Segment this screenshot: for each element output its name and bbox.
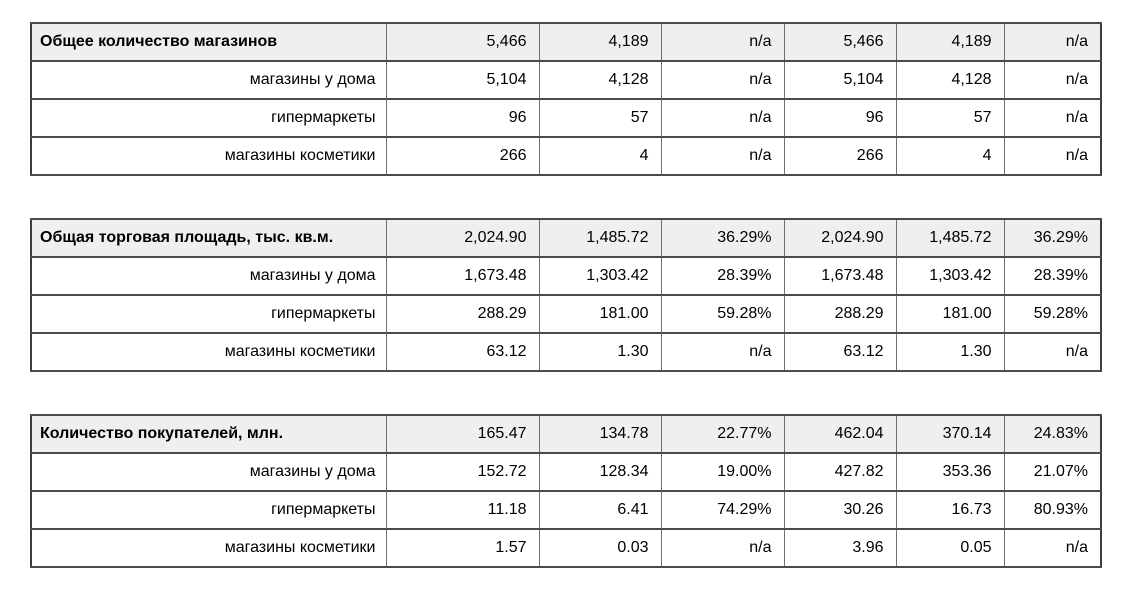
value-cell: 266: [784, 137, 896, 175]
value-cell: 96: [386, 99, 539, 137]
header-value-cell: 165.47: [386, 415, 539, 453]
value-cell: 4,128: [896, 61, 1004, 99]
header-value-cell: 24.83%: [1004, 415, 1101, 453]
value-cell: 63.12: [784, 333, 896, 371]
row-label-cell: магазины у дома: [31, 61, 386, 99]
value-cell: 181.00: [539, 295, 661, 333]
value-cell: 28.39%: [1004, 257, 1101, 295]
header-value-cell: 1,485.72: [896, 219, 1004, 257]
value-cell: n/a: [661, 333, 784, 371]
value-cell: 288.29: [386, 295, 539, 333]
value-cell: 0.03: [539, 529, 661, 567]
row-label-cell: магазины у дома: [31, 453, 386, 491]
value-cell: 57: [896, 99, 1004, 137]
value-cell: 266: [386, 137, 539, 175]
value-cell: 128.34: [539, 453, 661, 491]
table-title-cell: Общая торговая площадь, тыс. кв.м.: [31, 219, 386, 257]
value-cell: 59.28%: [661, 295, 784, 333]
row-label-cell: магазины косметики: [31, 333, 386, 371]
value-cell: 96: [784, 99, 896, 137]
value-cell: 1.30: [896, 333, 1004, 371]
value-cell: 21.07%: [1004, 453, 1101, 491]
value-cell: n/a: [1004, 99, 1101, 137]
header-value-cell: 134.78: [539, 415, 661, 453]
value-cell: 3.96: [784, 529, 896, 567]
value-cell: 353.36: [896, 453, 1004, 491]
value-cell: 16.73: [896, 491, 1004, 529]
table-title-cell: Количество покупателей, млн.: [31, 415, 386, 453]
table-row: [31, 453, 1101, 491]
header-value-cell: 5,466: [784, 23, 896, 61]
value-cell: 30.26: [784, 491, 896, 529]
header-value-cell: n/a: [661, 23, 784, 61]
value-cell: n/a: [1004, 333, 1101, 371]
row-label-cell: магазины у дома: [31, 257, 386, 295]
table-header-row: [31, 415, 1101, 453]
value-cell: 181.00: [896, 295, 1004, 333]
row-label-cell: гипермаркеты: [31, 491, 386, 529]
value-cell: 427.82: [784, 453, 896, 491]
table-row: [31, 99, 1101, 137]
value-cell: 11.18: [386, 491, 539, 529]
header-value-cell: 36.29%: [661, 219, 784, 257]
value-cell: 4,128: [539, 61, 661, 99]
value-cell: 19.00%: [661, 453, 784, 491]
header-value-cell: 22.77%: [661, 415, 784, 453]
value-cell: n/a: [1004, 529, 1101, 567]
value-cell: 80.93%: [1004, 491, 1101, 529]
table-row: [31, 529, 1101, 567]
table-row: [31, 137, 1101, 175]
header-value-cell: 4,189: [896, 23, 1004, 61]
value-cell: 288.29: [784, 295, 896, 333]
row-label-cell: гипермаркеты: [31, 295, 386, 333]
value-cell: 4: [896, 137, 1004, 175]
header-value-cell: 370.14: [896, 415, 1004, 453]
value-cell: 57: [539, 99, 661, 137]
report-table: [30, 414, 1102, 568]
value-cell: 0.05: [896, 529, 1004, 567]
table-row: [31, 491, 1101, 529]
value-cell: n/a: [661, 137, 784, 175]
value-cell: n/a: [1004, 137, 1101, 175]
row-label-cell: магазины косметики: [31, 529, 386, 567]
report-table: [30, 22, 1102, 176]
value-cell: 5,104: [784, 61, 896, 99]
report-table: [30, 218, 1102, 372]
row-label-cell: магазины косметики: [31, 137, 386, 175]
value-cell: 1,303.42: [539, 257, 661, 295]
value-cell: 1,673.48: [784, 257, 896, 295]
value-cell: 1,673.48: [386, 257, 539, 295]
value-cell: 28.39%: [661, 257, 784, 295]
table-row: [31, 257, 1101, 295]
header-value-cell: 4,189: [539, 23, 661, 61]
header-value-cell: 2,024.90: [784, 219, 896, 257]
header-value-cell: 5,466: [386, 23, 539, 61]
table-row: [31, 61, 1101, 99]
header-value-cell: 36.29%: [1004, 219, 1101, 257]
value-cell: 1.57: [386, 529, 539, 567]
header-value-cell: 2,024.90: [386, 219, 539, 257]
value-cell: n/a: [661, 99, 784, 137]
value-cell: 1,303.42: [896, 257, 1004, 295]
value-cell: n/a: [661, 61, 784, 99]
row-label-cell: гипермаркеты: [31, 99, 386, 137]
header-value-cell: 462.04: [784, 415, 896, 453]
table-row: [31, 295, 1101, 333]
value-cell: n/a: [1004, 61, 1101, 99]
header-value-cell: 1,485.72: [539, 219, 661, 257]
value-cell: 74.29%: [661, 491, 784, 529]
value-cell: n/a: [661, 529, 784, 567]
table-title-cell: Общее количество магазинов: [31, 23, 386, 61]
value-cell: 6.41: [539, 491, 661, 529]
value-cell: 63.12: [386, 333, 539, 371]
header-value-cell: n/a: [1004, 23, 1101, 61]
value-cell: 4: [539, 137, 661, 175]
value-cell: 5,104: [386, 61, 539, 99]
value-cell: 1.30: [539, 333, 661, 371]
table-header-row: [31, 23, 1101, 61]
table-row: [31, 333, 1101, 371]
value-cell: 152.72: [386, 453, 539, 491]
table-header-row: [31, 219, 1101, 257]
value-cell: 59.28%: [1004, 295, 1101, 333]
